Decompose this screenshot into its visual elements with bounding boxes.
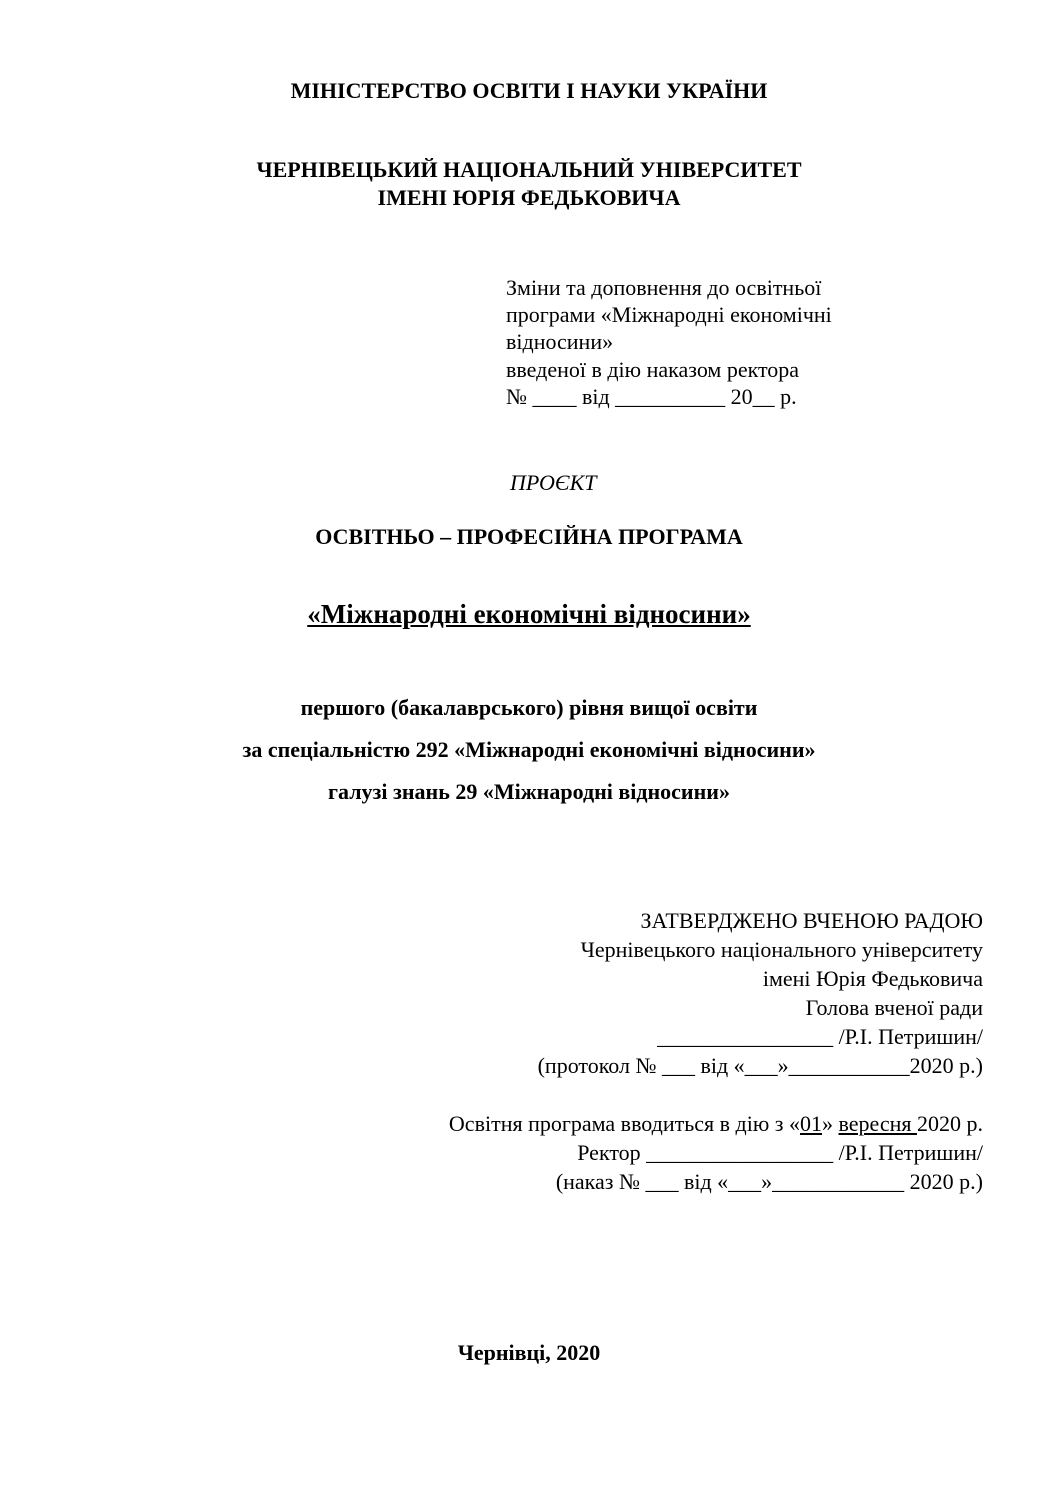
enactment-suffix: 2020 р. — [917, 1111, 983, 1136]
university-heading-line1: ЧЕРНІВЕЦЬКИЙ НАЦІОНАЛЬНИЙ УНІВЕРСИТЕТ — [256, 157, 802, 182]
enactment-day: 01 — [800, 1111, 822, 1136]
amendments-line: відносини» — [506, 329, 614, 354]
enactment-prefix: Освітня програма вводиться в дію з « — [448, 1111, 800, 1136]
amendments-line: програми «Міжнародні економічні — [506, 302, 832, 327]
approval-line: Чернівецького національного університету — [580, 937, 983, 962]
draft-label: ПРОЄКТ — [510, 470, 597, 495]
program-specialty: за спеціальністю 292 «Міжнародні економічні відносини» — [242, 737, 816, 762]
amendments-line: Зміни та доповнення до освітньої — [506, 275, 822, 300]
protocol-blank: ___________ — [788, 1053, 910, 1078]
chair-signature-line: ________________ /Р.І. Петришин/ — [657, 1024, 983, 1049]
rector-signature-line: Ректор _________________ /Р.І. Петришин/ — [577, 1140, 983, 1165]
amendments-line: введеної в дію наказом ректора — [506, 357, 800, 382]
ministry-heading: МІНІСТЕРСТВО ОСВІТИ І НАУКИ УКРАЇНИ — [290, 78, 768, 103]
protocol-line — [538, 1053, 983, 1079]
enactment-mid: » — [822, 1111, 839, 1136]
amendments-line: № ____ від __________ 20__ р. — [506, 384, 797, 409]
approval-line: Голова вченої ради — [805, 995, 983, 1020]
place-year: Чернівці, 2020 — [457, 1340, 601, 1365]
approval-line: ЗАТВЕРДЖЕНО ВЧЕНОЮ РАДОЮ — [640, 908, 983, 933]
protocol-prefix: (протокол № ___ від «___» — [537, 1053, 789, 1078]
approval-line: імені Юрія Федьковича — [762, 966, 983, 991]
protocol-suffix: 2020 р.) — [909, 1053, 983, 1078]
program-field: галузі знань 29 «Міжнародні відносини» — [328, 779, 730, 804]
program-title: «Міжнародні економічні відносини» — [307, 599, 751, 629]
program-type: ОСВІТНЬО – ПРОФЕСІЙНА ПРОГРАМА — [315, 524, 743, 549]
university-heading-line2: ІМЕНІ ЮРІЯ ФЕДЬКОВИЧА — [377, 185, 681, 210]
order-line: (наказ № ___ від «___»____________ 2020 р.) — [555, 1169, 983, 1194]
enactment-month: вересня — [838, 1111, 917, 1136]
program-level: першого (бакалаврського) рівня вищої освіти — [300, 695, 758, 720]
enactment-date-line — [449, 1111, 983, 1137]
